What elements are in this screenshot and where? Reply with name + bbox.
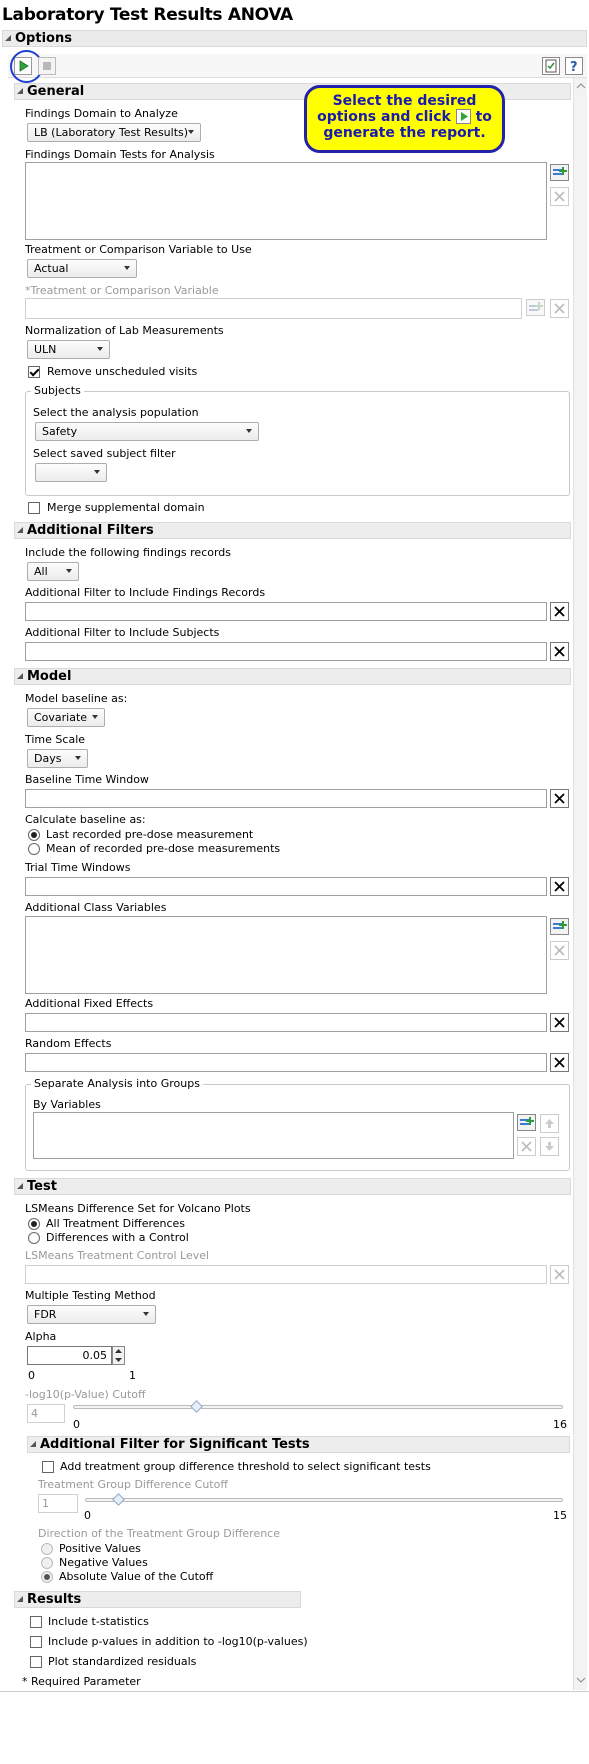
pvals-label: Include p-values in addition to -log10(p-values) xyxy=(48,1635,308,1648)
diff-cutoff-slider-thumb[interactable] xyxy=(112,1493,125,1506)
arrow-down-icon xyxy=(543,1140,556,1153)
fixed-effects-field[interactable] xyxy=(25,1013,547,1032)
stdres-label: Plot standardized residuals xyxy=(48,1655,197,1668)
control-differences-radio[interactable] xyxy=(28,1232,40,1244)
subjects-group-title: Subjects xyxy=(31,384,84,397)
results-header-label: Results xyxy=(27,1592,82,1607)
dir-absolute-label: Absolute Value of the Cutoff xyxy=(59,1570,214,1583)
saved-filter-dropdown[interactable] xyxy=(35,463,107,482)
callout-line-1: Select the desired xyxy=(332,93,477,109)
test-header-label: Test xyxy=(27,1179,57,1194)
treatment-variable-label: *Treatment or Comparison Variable xyxy=(25,284,219,297)
options-header-label: Options xyxy=(15,31,72,46)
scroll-up-icon xyxy=(574,80,588,92)
test-header[interactable] xyxy=(14,1178,571,1195)
population-dropdown[interactable] xyxy=(35,422,259,441)
results-header[interactable] xyxy=(14,1591,301,1608)
include-records-value: All xyxy=(34,565,48,578)
chevron-down-icon xyxy=(143,1312,149,1316)
normalization-dropdown[interactable] xyxy=(27,340,110,359)
help-button[interactable] xyxy=(565,57,583,75)
tstat-checkbox[interactable] xyxy=(30,1616,42,1628)
findings-filter-label: Additional Filter to Include Findings Records xyxy=(25,586,266,599)
close-icon xyxy=(553,880,566,893)
stop-icon xyxy=(39,58,55,74)
calc-mean-radio[interactable] xyxy=(28,843,40,855)
cutoff-max: 16 xyxy=(553,1418,567,1431)
remove-class-vars-button[interactable] xyxy=(550,941,569,960)
chevron-down-icon xyxy=(246,429,252,433)
baseline-as-dropdown[interactable] xyxy=(27,708,105,727)
add-list-icon xyxy=(551,919,568,934)
clear-fixed-effects-button[interactable] xyxy=(550,1013,569,1032)
stdres-checkbox[interactable] xyxy=(30,1656,42,1668)
remove-unscheduled-checkbox[interactable] xyxy=(28,366,40,378)
chevron-down-icon xyxy=(66,569,72,573)
save-settings-button[interactable] xyxy=(542,57,560,75)
general-header-label: General xyxy=(27,84,85,99)
toolbar xyxy=(8,54,587,78)
tests-label: Findings Domain Tests for Analysis xyxy=(25,148,215,161)
time-scale-label: Time Scale xyxy=(25,733,86,746)
cutoff-slider-track[interactable] xyxy=(73,1405,563,1409)
close-icon xyxy=(553,1016,566,1029)
checklist-icon xyxy=(543,58,559,74)
control-level-label: LSMeans Treatment Control Level xyxy=(25,1249,210,1262)
fixed-effects-label: Additional Fixed Effects xyxy=(25,997,154,1010)
close-icon xyxy=(553,944,566,957)
clear-trial-windows-button[interactable] xyxy=(550,877,569,896)
diff-min: 0 xyxy=(84,1509,91,1522)
collapse-triangle-icon xyxy=(17,88,23,94)
clear-baseline-window-button[interactable] xyxy=(550,789,569,808)
additional-filters-header-label: Additional Filters xyxy=(27,523,154,538)
add-threshold-label: Add treatment group difference threshold to select significant tests xyxy=(60,1460,431,1473)
include-records-dropdown[interactable] xyxy=(27,562,79,581)
add-threshold-checkbox[interactable] xyxy=(42,1461,54,1473)
play-icon xyxy=(456,109,471,124)
add-treatment-variable-button[interactable] xyxy=(526,299,545,316)
findings-filter-field[interactable] xyxy=(25,602,547,621)
add-list-icon xyxy=(527,300,544,315)
findings-domain-dropdown[interactable] xyxy=(27,123,201,142)
all-differences-label: All Treatment Differences xyxy=(46,1217,186,1230)
class-vars-listbox[interactable] xyxy=(25,916,547,994)
add-list-icon xyxy=(518,1115,535,1130)
time-scale-value: Days xyxy=(34,752,62,765)
population-value: Safety xyxy=(42,425,78,438)
subjects-filter-field[interactable] xyxy=(25,642,547,661)
random-effects-label: Random Effects xyxy=(25,1037,112,1050)
move-down-button[interactable] xyxy=(540,1137,559,1156)
callout-line-2 xyxy=(307,109,502,125)
collapse-triangle-icon xyxy=(17,1183,23,1189)
alpha-label: Alpha xyxy=(25,1330,57,1343)
dir-positive-label: Positive Values xyxy=(59,1542,141,1555)
instruction-callout xyxy=(304,85,505,153)
add-by-vars-button[interactable] xyxy=(517,1114,536,1131)
close-icon xyxy=(553,605,566,618)
add-list-icon xyxy=(551,165,568,180)
chevron-down-icon xyxy=(97,347,103,351)
treatment-value: Actual xyxy=(34,262,69,275)
alpha-input[interactable]: 0.05 xyxy=(27,1346,112,1365)
by-vars-label: By Variables xyxy=(33,1098,101,1111)
control-level-field[interactable] xyxy=(25,1265,547,1284)
collapse-triangle-icon xyxy=(30,1441,36,1447)
close-icon xyxy=(553,792,566,805)
stop-button[interactable] xyxy=(38,57,56,75)
diff-cutoff-slider-track[interactable] xyxy=(85,1498,563,1502)
calc-last-radio[interactable] xyxy=(28,829,40,841)
diff-cutoff-label: Treatment Group Difference Cutoff xyxy=(38,1478,228,1491)
help-icon xyxy=(566,58,582,74)
collapse-triangle-icon xyxy=(17,527,23,533)
callout-line-2a: options and click xyxy=(317,109,451,125)
callout-line-3: generate the report. xyxy=(323,125,486,141)
scroll-down-icon xyxy=(574,1674,588,1686)
class-vars-label: Additional Class Variables xyxy=(25,901,167,914)
sig-filter-header-label: Additional Filter for Significant Tests xyxy=(40,1437,310,1452)
calc-last-label: Last recorded pre-dose measurement xyxy=(46,828,254,841)
options-header[interactable] xyxy=(2,30,587,47)
lsmeans-label: LSMeans Difference Set for Volcano Plots xyxy=(25,1202,251,1215)
dir-absolute-radio[interactable] xyxy=(41,1571,53,1583)
chevron-down-icon xyxy=(75,756,81,760)
mtm-label: Multiple Testing Method xyxy=(25,1289,156,1302)
dir-negative-label: Negative Values xyxy=(59,1556,148,1569)
pvals-checkbox[interactable] xyxy=(30,1636,42,1648)
chevron-down-icon xyxy=(188,130,194,134)
remove-unscheduled-label: Remove unscheduled visits xyxy=(47,365,198,378)
cutoff-input[interactable]: 4 xyxy=(27,1404,65,1423)
clear-subjects-filter-button[interactable] xyxy=(550,642,569,661)
dir-positive-radio[interactable] xyxy=(41,1543,53,1555)
sig-filter-header[interactable] xyxy=(27,1436,570,1453)
treatment-dropdown[interactable] xyxy=(27,259,137,278)
diff-max: 15 xyxy=(553,1509,567,1522)
close-icon xyxy=(553,190,566,203)
model-header-label: Model xyxy=(27,669,72,684)
remove-treatment-variable-button[interactable] xyxy=(550,299,569,318)
tests-listbox[interactable] xyxy=(25,162,547,240)
clear-control-level-button[interactable] xyxy=(550,1265,569,1284)
spinner-arrows-icon xyxy=(113,1347,124,1364)
model-header[interactable] xyxy=(14,668,571,685)
saved-filter-label: Select saved subject filter xyxy=(33,447,176,460)
close-icon xyxy=(553,302,566,315)
chevron-down-icon xyxy=(94,470,100,474)
findings-domain-value: LB (Laboratory Test Results) xyxy=(34,126,189,139)
subjects-filter-label: Additional Filter to Include Subjects xyxy=(25,626,220,639)
collapse-triangle-icon xyxy=(17,1596,23,1602)
mtm-dropdown[interactable] xyxy=(27,1305,156,1324)
alpha-max: 1 xyxy=(129,1369,136,1382)
calc-baseline-label: Calculate baseline as: xyxy=(25,813,146,826)
clear-random-effects-button[interactable] xyxy=(550,1053,569,1072)
baseline-as-value: Covariate xyxy=(34,711,88,724)
cutoff-label: -log10(p-Value) Cutoff xyxy=(25,1388,146,1401)
all-differences-radio[interactable] xyxy=(28,1218,40,1230)
alpha-min: 0 xyxy=(28,1369,35,1382)
collapse-triangle-icon xyxy=(5,35,11,41)
findings-domain-label: Findings Domain to Analyze xyxy=(25,107,178,120)
separate-groups-title: Separate Analysis into Groups xyxy=(31,1077,203,1090)
add-tests-button[interactable] xyxy=(550,164,569,181)
time-scale-dropdown[interactable] xyxy=(27,749,88,768)
random-effects-field[interactable] xyxy=(25,1053,547,1072)
page-title: Laboratory Test Results ANOVA xyxy=(2,5,293,25)
remove-by-vars-button[interactable] xyxy=(517,1137,536,1156)
dir-negative-radio[interactable] xyxy=(41,1557,53,1569)
bottom-divider xyxy=(0,1691,589,1692)
cutoff-min: 0 xyxy=(73,1418,80,1431)
add-class-vars-button[interactable] xyxy=(550,918,569,935)
baseline-as-label: Model baseline as: xyxy=(25,692,128,705)
trial-windows-field[interactable] xyxy=(25,877,547,896)
chevron-down-icon xyxy=(124,266,130,270)
alpha-spinner[interactable] xyxy=(112,1346,125,1365)
close-icon xyxy=(553,1056,566,1069)
normalization-value: ULN xyxy=(34,343,57,356)
baseline-window-label: Baseline Time Window xyxy=(25,773,149,786)
merge-supplemental-checkbox[interactable] xyxy=(28,502,40,514)
tstat-label: Include t-statistics xyxy=(48,1615,149,1628)
calc-mean-label: Mean of recorded pre-dose measurements xyxy=(46,842,281,855)
clear-findings-filter-button[interactable] xyxy=(550,602,569,621)
baseline-window-field[interactable] xyxy=(25,789,547,808)
trial-windows-label: Trial Time Windows xyxy=(25,861,131,874)
normalization-label: Normalization of Lab Measurements xyxy=(25,324,224,337)
callout-line-2b: to xyxy=(475,109,492,125)
required-note: * Required Parameter xyxy=(22,1675,141,1688)
diff-cutoff-input[interactable]: 1 xyxy=(38,1494,78,1513)
population-label: Select the analysis population xyxy=(33,406,199,419)
include-records-label: Include the following findings records xyxy=(25,546,232,559)
control-differences-label: Differences with a Control xyxy=(46,1231,189,1244)
close-icon xyxy=(553,645,566,658)
treatment-label: Treatment or Comparison Variable to Use xyxy=(25,243,252,256)
scrollbar[interactable] xyxy=(573,78,587,1690)
additional-filters-header[interactable] xyxy=(14,522,571,539)
direction-label: Direction of the Treatment Group Difference xyxy=(38,1527,280,1540)
chevron-down-icon xyxy=(92,715,98,719)
mtm-value: FDR xyxy=(34,1308,57,1321)
treatment-variable-field[interactable] xyxy=(25,298,522,319)
close-icon xyxy=(553,1268,566,1281)
move-up-button[interactable] xyxy=(540,1114,559,1133)
merge-supplemental-label: Merge supplemental domain xyxy=(47,501,205,514)
cutoff-slider-thumb[interactable] xyxy=(190,1400,203,1413)
collapse-triangle-icon xyxy=(17,673,23,679)
close-icon xyxy=(520,1140,533,1153)
svg-text:?: ? xyxy=(570,60,578,74)
arrow-up-icon xyxy=(543,1117,556,1130)
remove-tests-button[interactable] xyxy=(550,187,569,206)
by-vars-listbox[interactable] xyxy=(33,1112,514,1159)
